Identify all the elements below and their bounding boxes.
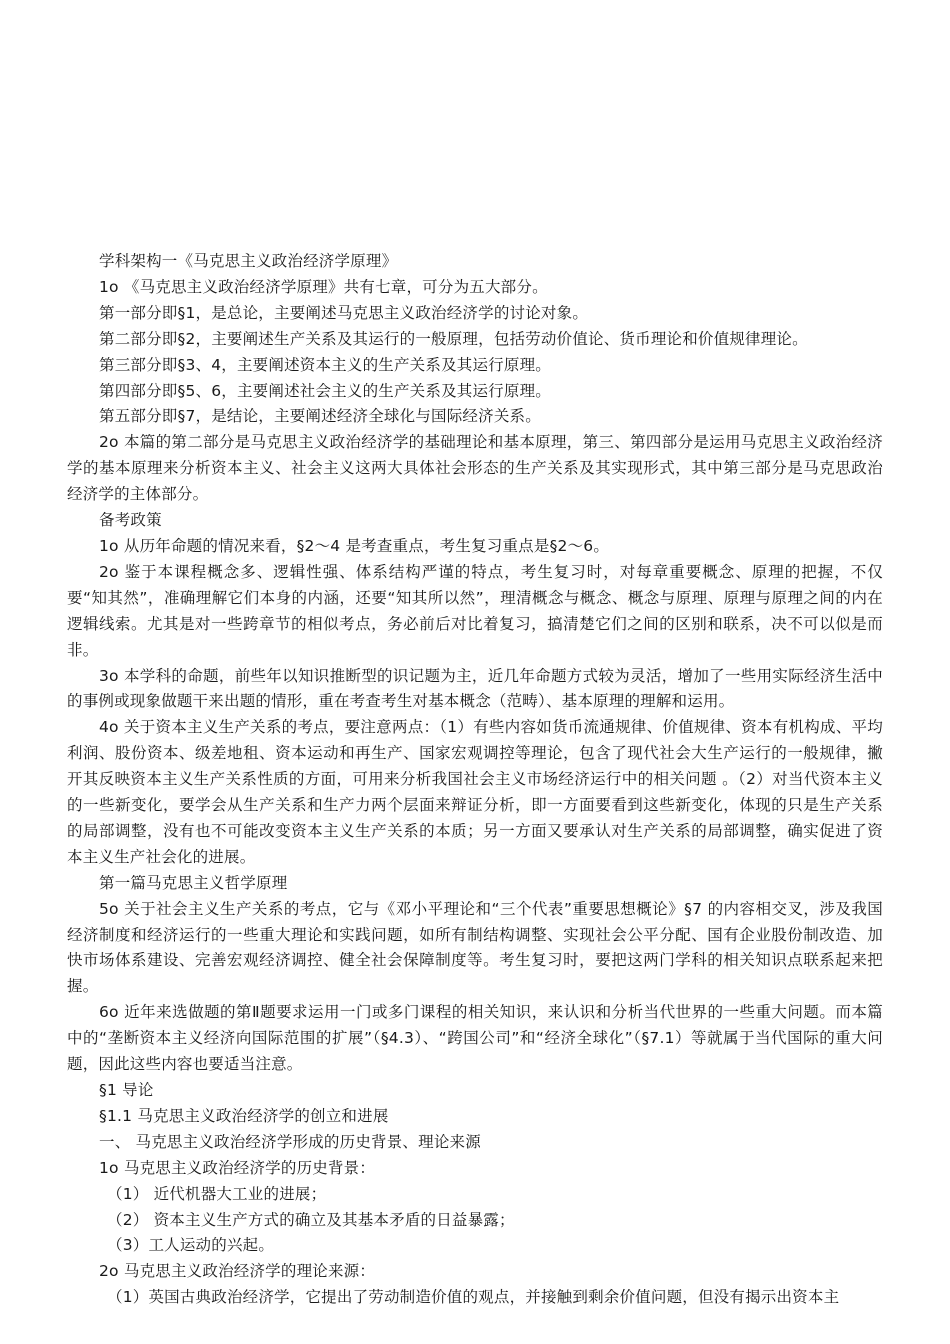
paragraph: 1o 《马克思主义政治经济学原理》共有七章，可分为五大部分。 — [99, 277, 548, 296]
list-item: （1）英国古典政治经济学，它提出了劳动制造价值的观点，并接触到剩余价值问题，但没有揭示出资本主 — [107, 1288, 840, 1307]
paragraph: 5o 关于社会主义生产关系的考点，它与《邓小平理论和“三个代表”重要思想概论》§7 的内容相交叉，涉及我国经济制度和经济运行的一些重大理论和实践问题，如所有制结构调整、实现社会公平分配、国有企业股份制改造、加快市场体系建设、完善宏观经济调控、健全社会保障制度等。考生复习时，要把这两门学科的相关知识点联系起来把握。 — [67, 899, 883, 996]
paragraph: 第一部分即§1，是总论，主要阐述马克思主义政治经济学的讨论对象。 — [99, 303, 589, 322]
list-item: （2） 资本主义生产方式的确立及其基本矛盾的日益暴露； — [107, 1210, 515, 1229]
paragraph: 2o 马克思主义政治经济学的理论来源： — [99, 1262, 376, 1281]
paragraph: 2o 本篇的第二部分是马克思主义政治经济学的基础理论和基本原理，第三、第四部分是运用马克思主义政治经济学的基本原理来分析资本主义、社会主义这两大具体社会形态的生产关系及其实现形式，其中第三部分是马克思政治经济学的主体部分。 — [67, 433, 883, 504]
section-heading: 第一篇马克思主义哲学原理 — [99, 873, 288, 892]
list-item: （3）工人运动的兴起。 — [107, 1236, 275, 1255]
paragraph: 3o 本学科的命题，前些年以知识推断型的识记题为主，近几年命题方式较为灵活，增加了一些用实际经济生活中的事例或现象做题干来出题的情形，重在考查考生对基本概念（范畴）、基本原理的理解和运用。 — [67, 666, 883, 711]
subsection-heading: 一、 马克思主义政治经济学形成的历史背景、理论来源 — [99, 1132, 481, 1151]
paragraph: 4o 关于资本主义生产关系的考点，要注意两点：（1）有些内容如货币流通规律、价值规律、资本有机构成、平均利润、股份资本、级差地租、资本运动和再生产、国家宏观调控等理论，包含了现代社会大生产运行的一般规律，撇开其反映资本主义生产关系性质的方面，可用来分析我国社会主义市场经济运行中的相关问题 。（2）对当代资本主义的一些新变化，要学会从生产关系和生产力两个层面来辩证分析，即一方面要看到这些新变化，体现的只是生产关系的局部调整，没有也不可能改变资本主义生产关系的本质；另一方面又要承认对生产关系的局部调整，确实促进了资本主义生产社会化的进展。 — [67, 718, 883, 866]
paragraph: 第五部分即§7，是结论，主要阐述经济全球化与国际经济关系。 — [99, 407, 541, 426]
paragraph: 1o 马克思主义政治经济学的历史背景： — [99, 1158, 376, 1177]
section-heading: §1.1 马克思主义政治经济学的创立和进展 — [99, 1106, 389, 1125]
list-item: （1） 近代机器大工业的进展； — [107, 1184, 327, 1203]
paragraph: 1o 从历年命题的情况来看，§2～4 是考查重点，考生复习重点是§2～6。 — [99, 536, 610, 555]
section-title: 学科架构一《马克思主义政治经济学原理》 — [99, 252, 398, 270]
section-heading: 备考政策 — [99, 511, 162, 530]
paragraph: 6o 近年来选做题的第Ⅱ题要求运用一门或多门课程的相关知识，来认识和分析当代世界的一些重大问题。而本篇中的“垄断资本主义经济向国际范围的扩展”（§4.3）、“跨国公司”和“经济全球化”（§7.1）等就属于当代国际的重大问题，因此这些内容也要适当注意。 — [67, 1003, 883, 1074]
paragraph: 第四部分即§5、6，主要阐述社会主义的生产关系及其运行原理。 — [99, 381, 551, 400]
paragraph: 第二部分即§2，主要阐述生产关系及其运行的一般原理，包括劳动价值论、货币理论和价值规律理论。 — [99, 329, 808, 348]
document-body — [67, 249, 883, 1311]
chapter-heading: §1 导论 — [99, 1081, 154, 1099]
paragraph: 2o 鉴于本课程概念多、逻辑性强、体系结构严谨的特点，考生复习时，对每章重要概念、原理的把握，不仅要“知其然”，准确理解它们本身的内涵，还要“知其所以然”，理清概念与概念、概念与原理、原理与原理之间的内在逻辑线索。尤其是对一些跨章节的相似考点，务必前后对比着复习，搞清楚它们之间的区别和联系，决不可以似是而非。 — [67, 562, 883, 659]
paragraph: 第三部分即§3、4，主要阐述资本主义的生产关系及其运行原理。 — [99, 355, 551, 374]
